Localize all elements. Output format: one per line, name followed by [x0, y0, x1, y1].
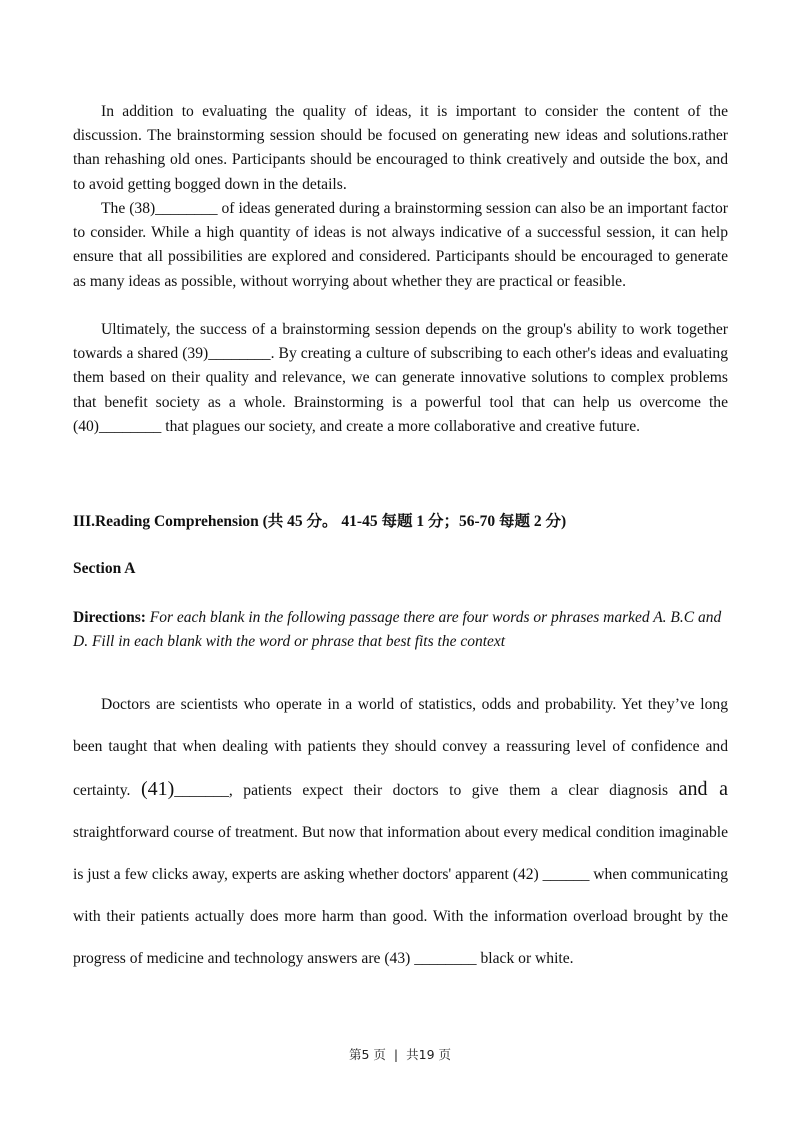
blank-41-label: (41)	[140, 778, 175, 800]
section-a-heading: Section A	[73, 560, 136, 577]
page-footer	[0, 1045, 800, 1063]
footer-separator: |	[393, 1047, 399, 1062]
directions-text: For each blank in the following passage there are four words or phrases marked A. B.C and D. Fill in each blank with the word or phrase that best fits the context	[73, 609, 722, 650]
paragraph-quantity-38: The (38)________ of ideas generated during a brainstorming session can also be an important factor to consider. While a high quantity of ideas is not always indicative of a successful session, it can help ensure that all possibilities are explored and considered. Participants should be encouraged to generate as many ideas as possible, without worrying about whether they are practical or feasible.	[73, 200, 728, 290]
reading-passage	[73, 684, 728, 980]
page-total: 共19 页	[406, 1047, 452, 1062]
passage-part-2: _______, patients expect their doctors to give them a clear diagnosis	[174, 782, 679, 799]
paragraph-conclusion-39-40: Ultimately, the success of a brainstorming session depends on the group's ability to work together towards a shared (39)________. By creating a culture of subscribing to each other's ideas and evaluating them based on their quality and relevance, we can generate innovative solutions to complex problems that benefit society as a whole. Brainstorming is a powerful tool that can help us overcome the (40)________ that plagues our society, and create a more collaborative and creative future.	[73, 321, 728, 435]
page-number: 第5 页	[348, 1047, 386, 1062]
passage-part-1: Doctors are scientists who operate in a world of statistics, odds and probability. Yet they’ve long been taught that when dealing with patients they should convey a reassuring level of confidence and certainty.	[73, 696, 728, 799]
directions-label: Directions:	[73, 609, 146, 626]
passage-and-a: and a	[678, 778, 728, 800]
passage-part-3: straightforward course of treatment. But now that information about every medical condition imaginable is just a few clicks away, experts are asking whether doctors' apparent (42) ______ when communicating with their patients actually does more harm than good. With the information overload brought by the progress of medicine and technology answers are (43) ________ black or white.	[73, 824, 728, 967]
paragraph-content: In addition to evaluating the quality of ideas, it is important to consider the content of the discussion. The brainstorming session should be focused on generating new ideas and solutions.rather than rehashing old ones. Participants should be encouraged to think creatively and outside the box, and to avoid getting bogged down in the details.	[73, 103, 728, 193]
directions	[73, 606, 728, 654]
section-heading-reading: III.Reading Comprehension (共 45 分。 41-45 每题 1 分；56-70 每题 2 分)	[73, 513, 567, 530]
